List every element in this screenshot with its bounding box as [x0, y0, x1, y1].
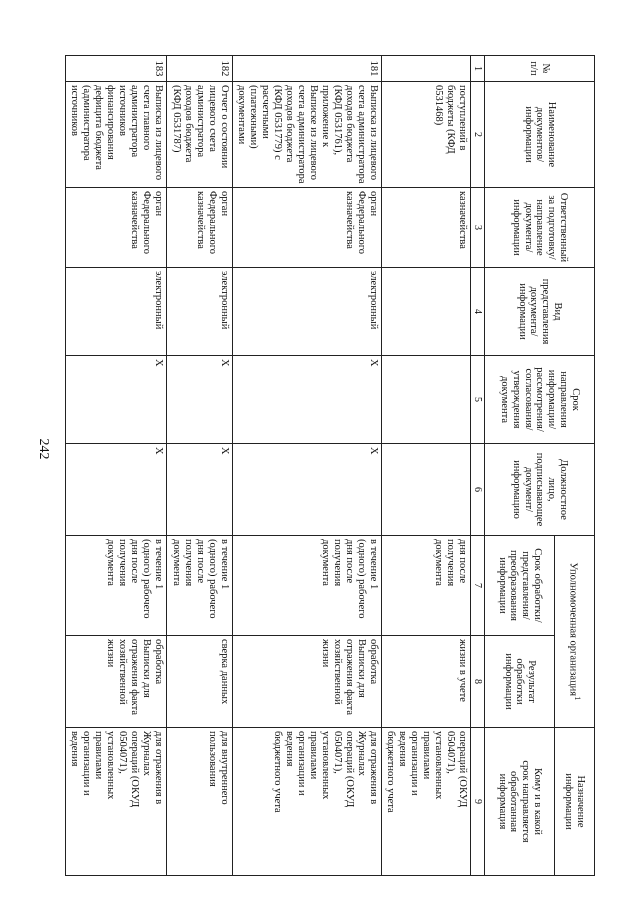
document-kind	[381, 268, 470, 356]
column-number: 7	[470, 536, 484, 636]
responsible: орган Федерального казначейства	[66, 188, 167, 268]
column-number: 6	[470, 444, 484, 536]
send-term: X	[66, 356, 167, 444]
destination: для отражения в Журналах операций (ОКУД 0504071), установленных правилами организации и ведения	[66, 728, 167, 876]
group-header-organization-text: Уполномоченная организация	[567, 562, 579, 697]
processing-result: сверка данных	[167, 636, 233, 728]
document-table	[65, 55, 595, 876]
col-header-number: № п/п	[485, 56, 595, 82]
processing-term: в течение 1 (одного) рабочего дня после получения документа	[167, 536, 233, 636]
row-number: 181	[233, 56, 382, 82]
column-number-row	[470, 56, 484, 876]
table-row	[167, 56, 233, 876]
col-header-responsible: Ответственный за подготовку/ направление документа/ информации	[485, 188, 595, 268]
document-kind: электронный	[167, 268, 233, 356]
column-number: 1	[470, 56, 484, 82]
processing-term: в течение 1 (одного) рабочего дня после получения документа	[66, 536, 167, 636]
page-number: 242	[36, 438, 51, 460]
document-kind: электронный	[233, 268, 382, 356]
document-name: Выписка из лицевого счета главного администратора источников финансирования дефицита бюджета (администратора источников	[66, 82, 167, 188]
footnote-mark: 1	[573, 696, 584, 701]
send-term: X	[167, 356, 233, 444]
column-number: 9	[470, 728, 484, 876]
group-header-organization	[555, 536, 595, 728]
send-term	[381, 356, 470, 444]
document-name: поступлений в бюджеты (КФД 0531468)	[381, 82, 470, 188]
row-number	[381, 56, 470, 82]
col-header-signer: Должностное лицо, подписывающее документ/ информацию	[485, 444, 595, 536]
column-number: 8	[470, 636, 484, 728]
col-header-result: Результат обработки информации	[485, 636, 555, 728]
signer: X	[167, 444, 233, 536]
responsible: казначейства	[381, 188, 470, 268]
signer: X	[233, 444, 382, 536]
rotated-table-container	[69, 55, 595, 875]
group-header-purpose: Назначение информации	[555, 728, 595, 876]
destination: для отражения в Журналах операций (ОКУД 0504071), установленных правилами организации и ведения бюджетного учета	[233, 728, 382, 876]
col-header-processing-term: Срок обработки/ представления/ преобразования информации	[485, 536, 555, 636]
table-row	[66, 56, 167, 876]
col-header-term: Срок направления информации/ рассмотрения/ согласования/ утверждения документа	[485, 356, 595, 444]
document-name: Выписка из лицевого счета администратора доходов бюджета (КФД 0531761), приложение к Выписке из лицевого счета администратора доходов бюджета (КФД 0531779) с расчетными (платежными) документами	[233, 82, 382, 188]
processing-term: в течение 1 (одного) рабочего дня после получения документа	[233, 536, 382, 636]
document-kind: электронный	[66, 268, 167, 356]
processing-result: жизни в учете	[381, 636, 470, 728]
destination: операций (ОКУД 0504071), установленных правилами организации и ведения бюджетного учета	[381, 728, 470, 876]
column-number: 4	[470, 268, 484, 356]
row-number: 183	[66, 56, 167, 82]
processing-result: обработка Выписки для отражения факта хозяйственной жизни	[233, 636, 382, 728]
destination: для внутреннего пользования	[167, 728, 233, 876]
column-number: 3	[470, 188, 484, 268]
table-row	[381, 56, 470, 876]
table-row	[233, 56, 382, 876]
col-header-destination: Кому и в какой срок направляется обработанная информация	[485, 728, 555, 876]
col-header-name: Наименование документов/ информации	[485, 82, 595, 188]
column-number: 5	[470, 356, 484, 444]
responsible: орган Федерального казначейства	[233, 188, 382, 268]
header-row-top	[555, 56, 595, 876]
col-header-kind: Вид представления документа/ информации	[485, 268, 595, 356]
row-number: 182	[167, 56, 233, 82]
signer	[381, 444, 470, 536]
processing-result: обработка Выписки для отражения факта хозяйственной жизни	[66, 636, 167, 728]
signer: X	[66, 444, 167, 536]
document-name: Отчет о состоянии лицевого счета администратора доходов бюджета (КФД 0531787)	[167, 82, 233, 188]
responsible: орган Федерального казначейства	[167, 188, 233, 268]
send-term: X	[233, 356, 382, 444]
processing-term: дня после получения документа	[381, 536, 470, 636]
column-number: 2	[470, 82, 484, 188]
